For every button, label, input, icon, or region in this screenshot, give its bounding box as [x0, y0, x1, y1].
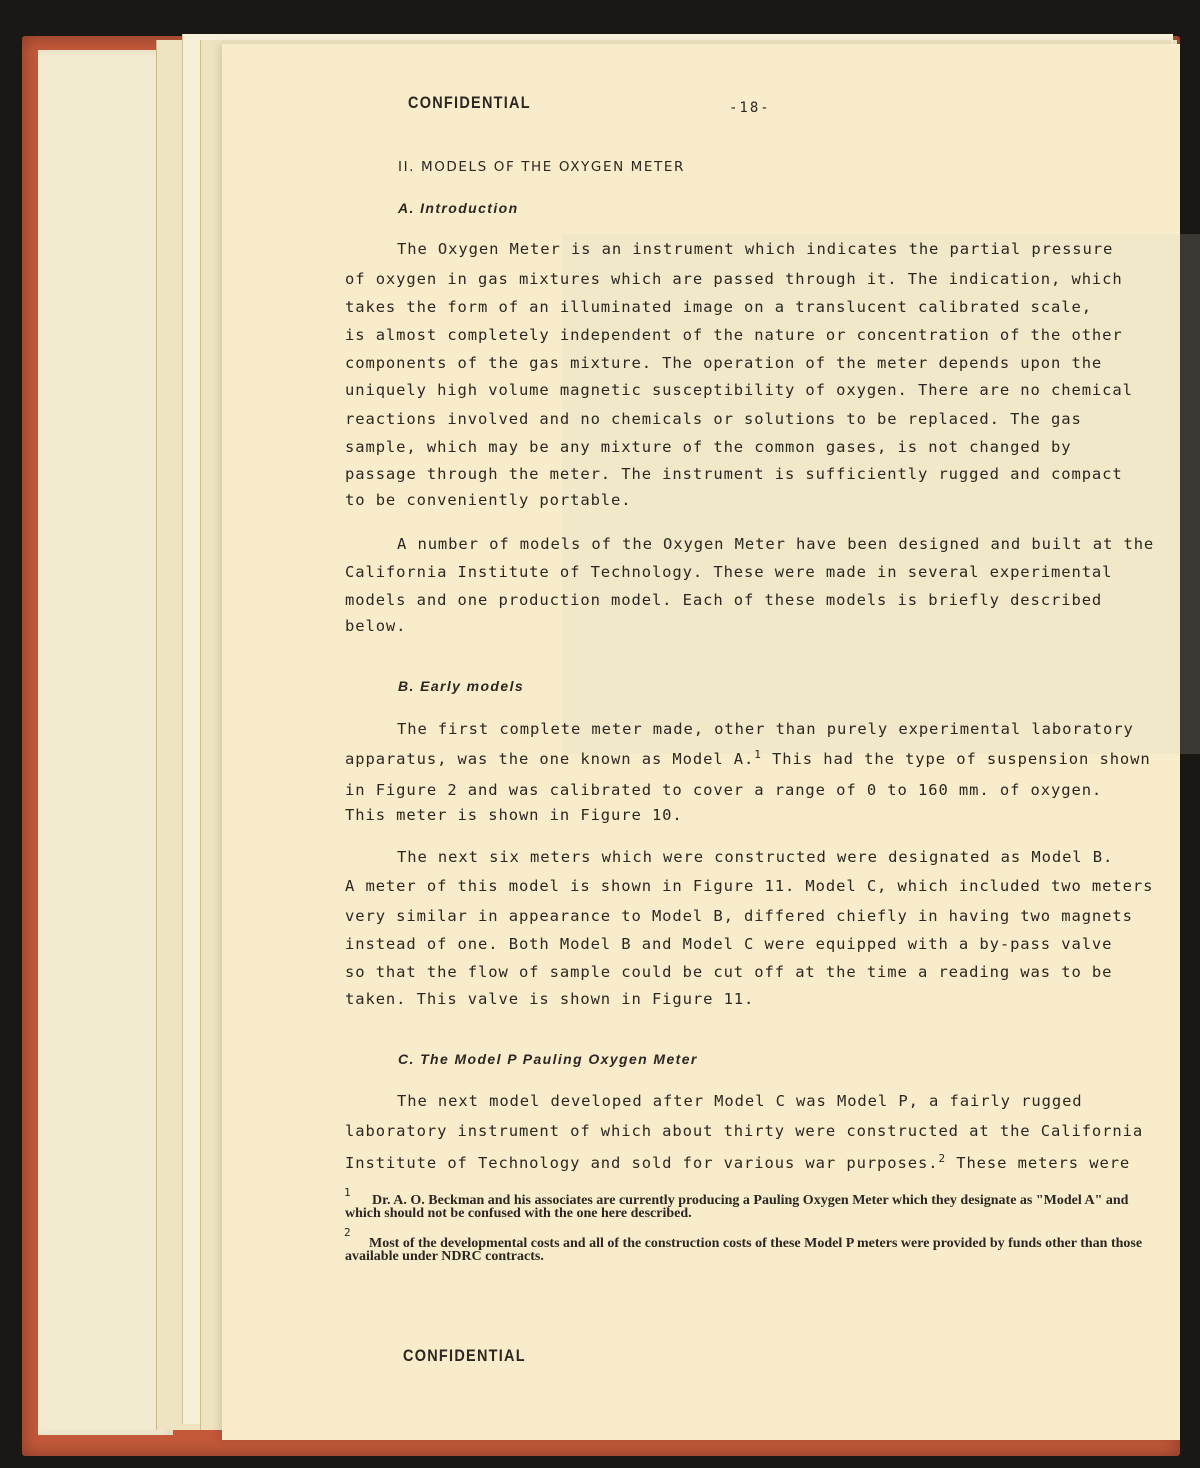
paragraph-line: in Figure 2 and was calibrated to cover a range of 0 to 160 mm. of oxygen.: [345, 781, 1103, 799]
paragraph-line: very similar in appearance to Model B, differed chiefly in having two magnets: [345, 907, 1133, 925]
paragraph-line: laboratory instrument of which about thirty were constructed at the California: [345, 1122, 1144, 1140]
paragraph-line: [345, 1152, 1130, 1172]
line-text: These meters were: [956, 1154, 1131, 1173]
line-text: Institute of Technology and sold for various war purposes.: [345, 1154, 939, 1173]
line-text: This had the type of suspension shown: [772, 750, 1151, 769]
footer-classification: CONFIDENTIAL: [403, 1346, 526, 1365]
footnote-text: Most of the developmental costs and all of the construction costs of these Model P meters were provided by funds other than those available under NDRC contracts.: [345, 1236, 1143, 1264]
paragraph-line: takes the form of an illuminated image on a translucent calibrated scale,: [345, 298, 1092, 316]
header-classification: CONFIDENTIAL: [408, 93, 531, 112]
paragraph-line: This meter is shown in Figure 10.: [345, 806, 683, 824]
paragraph-line: instead of one. Both Model B and Model C were equipped with a by-pass valve: [345, 935, 1113, 953]
paragraph-line: below.: [345, 617, 407, 635]
paragraph-line: A number of models of the Oxygen Meter have been designed and built at the: [397, 535, 1155, 553]
paragraph-line: California Institute of Technology. These were made in several experimental: [345, 563, 1113, 581]
paragraph-line: The next six meters which were constructed were designated as Model B.: [397, 848, 1114, 866]
paragraph-line: passage through the meter. The instrument is sufficiently rugged and compact: [345, 465, 1123, 483]
paragraph-line: to be conveniently portable.: [345, 491, 632, 509]
subsection-heading-introduction: A. Introduction: [398, 200, 519, 216]
paragraph-line: components of the gas mixture. The operation of the meter depends upon the: [345, 354, 1103, 372]
paragraph-line: so that the flow of sample could be cut off at the time a reading was to be: [345, 963, 1113, 981]
paragraph-line: sample, which may be any mixture of the common gases, is not changed by: [345, 438, 1072, 456]
paragraph-line: The Oxygen Meter is an instrument which indicates the partial pressure: [397, 240, 1114, 258]
line-text: apparatus, was the one known as Model A.: [345, 750, 755, 769]
footnote-text: Dr. A. O. Beckman and his associates are currently producing a Pauling Oxygen Meter which they designate as "Model A" and which should not be confused with the one here described.: [345, 1193, 1129, 1221]
footnote-number: 2: [344, 1226, 351, 1239]
footnote-reference: 1: [754, 748, 762, 761]
paragraph-line: of oxygen in gas mixtures which are passed through it. The indication, which: [345, 270, 1123, 288]
paragraph-line: The next model developed after Model C was Model P, a fairly rugged: [397, 1092, 1083, 1110]
footnote-number: 1: [344, 1186, 351, 1199]
paragraph-line: The first complete meter made, other than purely experimental laboratory: [397, 720, 1134, 738]
subsection-heading-model-p: C. The Model P Pauling Oxygen Meter: [398, 1051, 698, 1067]
paragraph-line: is almost completely independent of the nature or concentration of the other: [345, 326, 1123, 344]
paragraph-line: [345, 748, 1151, 768]
footnote-reference: 2: [938, 1152, 946, 1165]
paragraph-line: reactions involved and no chemicals or solutions to be replaced. The gas: [345, 410, 1082, 428]
section-title: II. MODELS OF THE OXYGEN METER: [398, 159, 685, 175]
paragraph-line: models and one production model. Each of these models is briefly described: [345, 591, 1103, 609]
page-number: -18-: [729, 100, 771, 116]
binder-endpaper: [38, 50, 173, 1435]
paragraph-line: A meter of this model is shown in Figure 11. Model C, which included two meters: [345, 877, 1154, 895]
paragraph-line: taken. This valve is shown in Figure 11.: [345, 990, 755, 1008]
subsection-heading-early-models: B. Early models: [398, 678, 525, 694]
paragraph-line: uniquely high volume magnetic susceptibility of oxygen. There are no chemical: [345, 381, 1133, 399]
